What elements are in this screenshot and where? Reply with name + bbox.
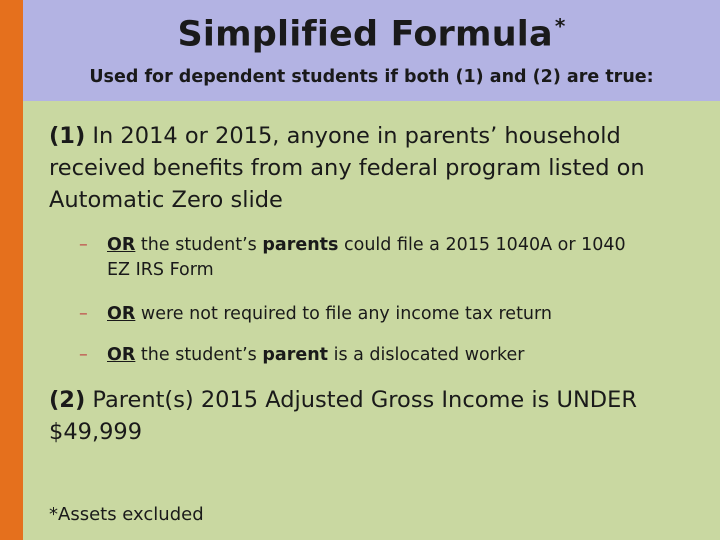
sub-item-parents-file — [79, 233, 639, 283]
title-asterisk: * — [554, 14, 566, 38]
sub-item-emphasis: parents — [262, 235, 339, 255]
sub-item-dislocated-worker — [79, 343, 639, 368]
dash-bullet: – — [79, 304, 88, 324]
footnote: *Assets excluded — [49, 504, 204, 525]
dash-bullet: – — [79, 345, 88, 365]
or-label: OR — [107, 304, 136, 324]
criterion-2-number: (2) — [49, 387, 86, 413]
or-label: OR — [107, 345, 136, 365]
criterion-1 — [49, 120, 689, 216]
or-label: OR — [107, 235, 136, 255]
sub-item-text: the student’s — [135, 235, 263, 255]
sub-item-text: the student’s — [135, 345, 263, 365]
sub-item-not-required — [79, 302, 639, 327]
accent-bar — [0, 0, 23, 540]
title-text: Simplified Formula — [177, 14, 553, 55]
sub-item-text: were not required to file any income tax return — [135, 304, 553, 324]
slide-subtitle: Used for dependent students if both (1) and (2) are true: — [89, 67, 654, 87]
slide-title — [23, 14, 720, 55]
criterion-2 — [49, 384, 689, 448]
sub-item-text: could file a 2015 1040A or 1040 EZ IRS Form — [107, 235, 626, 280]
criterion-1-number: (1) — [49, 123, 86, 149]
sub-item-emphasis: parent — [262, 345, 329, 365]
criterion-2-text: Parent(s) 2015 Adjusted Gross Income is UNDER $49,999 — [49, 387, 637, 445]
slide-header — [23, 0, 720, 101]
dash-bullet: – — [79, 235, 88, 255]
criterion-1-text: In 2014 or 2015, anyone in parents’ household received benefits from any federal program listed on Automatic Zero slide — [49, 123, 645, 213]
slide-content — [23, 101, 720, 540]
sub-item-text: is a dislocated worker — [328, 345, 525, 365]
